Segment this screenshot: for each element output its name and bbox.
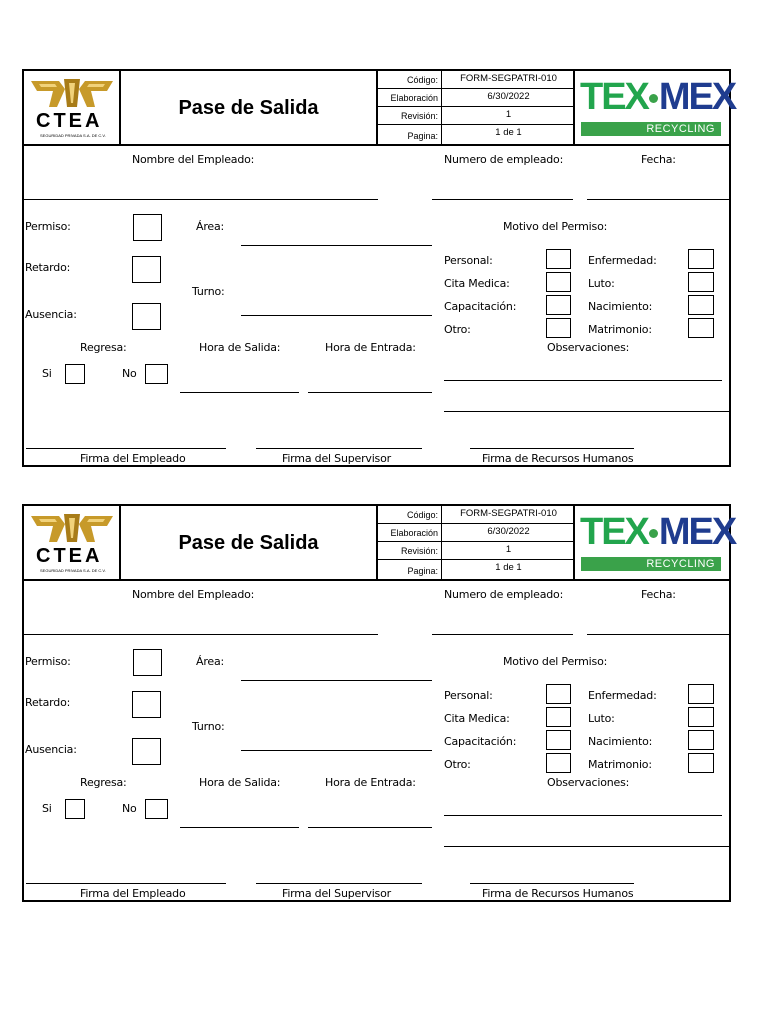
capacitacion-checkbox[interactable] [546, 295, 571, 315]
texmex-tagline: RECYCLING [581, 557, 721, 571]
meta-value: 1 de 1 [495, 562, 522, 573]
meta-label: Pagina: [378, 125, 442, 146]
signature-hr-label: Firma de Recursos Humanos [482, 887, 634, 900]
texmex-logo [575, 506, 736, 581]
hora-salida-label: Hora de Salida: [199, 776, 281, 789]
date-line[interactable] [587, 199, 729, 200]
employee-name-label: Nombre del Empleado: [132, 153, 255, 166]
employee-number-line[interactable] [432, 634, 573, 635]
ctea-name: CTEA [36, 110, 103, 132]
otro-checkbox[interactable] [546, 318, 571, 338]
capacitacion-label: Capacitación: [444, 735, 517, 748]
observaciones-line-1[interactable] [444, 380, 722, 381]
meta-label: Revisión: [378, 542, 442, 559]
retardo-checkbox[interactable] [132, 691, 161, 718]
observaciones-label: Observaciones: [547, 776, 630, 789]
cita-medica-label: Cita Medica: [444, 712, 510, 725]
texmex-logo [575, 71, 736, 146]
luto-label: Luto: [588, 277, 615, 290]
meta-row-revision [378, 107, 575, 125]
si-checkbox[interactable] [65, 364, 85, 384]
meta-value: 1 [505, 544, 512, 555]
cita-medica-checkbox[interactable] [546, 707, 571, 727]
meta-value: FORM-SEGPATRI-010 [460, 73, 557, 84]
form-meta-table [378, 71, 575, 146]
meta-row-revision [378, 542, 575, 560]
area-line[interactable] [241, 680, 432, 681]
nacimiento-label: Nacimiento: [588, 735, 653, 748]
enfermedad-checkbox[interactable] [688, 684, 714, 704]
observaciones-line-1[interactable] [444, 815, 722, 816]
si-label: Si [42, 367, 52, 380]
ctea-wings-icon [29, 512, 115, 546]
texmex-wordmark [580, 513, 735, 551]
meta-value: 1 de 1 [495, 127, 522, 138]
recycle-ball-icon [649, 529, 658, 538]
no-checkbox[interactable] [145, 364, 168, 384]
permiso-label: Permiso: [25, 655, 71, 668]
date-line[interactable] [587, 634, 729, 635]
enfermedad-label: Enfermedad: [588, 689, 657, 702]
signature-supervisor-line[interactable] [256, 883, 422, 884]
si-checkbox[interactable] [65, 799, 85, 819]
signature-supervisor-line[interactable] [256, 448, 422, 449]
ausencia-checkbox[interactable] [132, 303, 161, 330]
otro-label: Otro: [444, 323, 471, 336]
capacitacion-checkbox[interactable] [546, 730, 571, 750]
signature-employee-line[interactable] [26, 883, 226, 884]
motivo-label: Motivo del Permiso: [503, 655, 608, 668]
no-label: No [122, 367, 137, 380]
turno-label: Turno: [192, 285, 225, 298]
date-label: Fecha: [641, 588, 676, 601]
employee-name-line[interactable] [24, 634, 378, 635]
nacimiento-label: Nacimiento: [588, 300, 653, 313]
meta-row-codigo [378, 71, 575, 89]
cita-medica-label: Cita Medica: [444, 277, 510, 290]
luto-checkbox[interactable] [688, 272, 714, 292]
ctea-subtitle: SEGURIDAD PRIVADA S.A. DE C.V. [40, 568, 106, 573]
signature-employee-label: Firma del Empleado [80, 452, 186, 465]
form-title: Pase de Salida [121, 71, 378, 146]
turno-line[interactable] [241, 315, 432, 316]
nacimiento-checkbox[interactable] [688, 295, 714, 315]
ausencia-label: Ausencia: [25, 308, 77, 321]
meta-label: Revisión: [378, 107, 442, 124]
form-title: Pase de Salida [121, 506, 378, 581]
employee-name-label: Nombre del Empleado: [132, 588, 255, 601]
luto-checkbox[interactable] [688, 707, 714, 727]
hora-entrada-label: Hora de Entrada: [325, 341, 416, 354]
retardo-checkbox[interactable] [132, 256, 161, 283]
meta-row-pagina [378, 560, 575, 581]
exit-pass-form-1 [22, 69, 736, 467]
hora-salida-line[interactable] [180, 827, 299, 828]
meta-row-pagina [378, 125, 575, 146]
signature-hr-line[interactable] [470, 883, 634, 884]
otro-checkbox[interactable] [546, 753, 571, 773]
employee-number-label: Numero de empleado: [444, 153, 564, 166]
personal-checkbox[interactable] [546, 684, 571, 704]
hora-entrada-label: Hora de Entrada: [325, 776, 416, 789]
signature-supervisor-label: Firma del Supervisor [282, 887, 391, 900]
meta-value: 6/30/2022 [487, 526, 530, 537]
area-label: Área: [196, 655, 225, 668]
meta-label: Elaboración [378, 524, 442, 541]
ausencia-label: Ausencia: [25, 743, 77, 756]
regresa-label: Regresa: [80, 341, 127, 354]
ctea-subtitle: SEGURIDAD PRIVADA S.A. DE C.V. [40, 133, 106, 138]
employee-name-line[interactable] [24, 199, 378, 200]
texmex-wordmark [580, 78, 735, 116]
area-label: Área: [196, 220, 225, 233]
meta-value: 1 [505, 109, 512, 120]
meta-row-elaboracion [378, 89, 575, 107]
ctea-wings-icon [29, 77, 115, 111]
signature-supervisor-label: Firma del Supervisor [282, 452, 391, 465]
enfermedad-checkbox[interactable] [688, 249, 714, 269]
meta-value: FORM-SEGPATRI-010 [460, 508, 557, 519]
meta-row-codigo [378, 506, 575, 524]
meta-label: Código: [378, 71, 442, 88]
signature-hr-line[interactable] [470, 448, 634, 449]
date-label: Fecha: [641, 153, 676, 166]
permiso-checkbox[interactable] [133, 649, 162, 676]
matrimonio-label: Matrimonio: [588, 323, 652, 336]
texmex-tex: TEX [580, 511, 648, 553]
recycle-ball-icon [649, 94, 658, 103]
personal-label: Personal: [444, 689, 493, 702]
turno-label: Turno: [192, 720, 225, 733]
regresa-label: Regresa: [80, 776, 127, 789]
capacitacion-label: Capacitación: [444, 300, 517, 313]
permiso-checkbox[interactable] [133, 214, 162, 241]
meta-label: Código: [378, 506, 442, 523]
ctea-logo [24, 506, 121, 581]
cita-medica-checkbox[interactable] [546, 272, 571, 292]
texmex-tex: TEX [580, 76, 648, 118]
hora-salida-line[interactable] [180, 392, 299, 393]
employee-number-line[interactable] [432, 199, 573, 200]
ausencia-checkbox[interactable] [132, 738, 161, 765]
nacimiento-checkbox[interactable] [688, 730, 714, 750]
hora-entrada-line[interactable] [308, 392, 432, 393]
ctea-logo [24, 71, 121, 146]
form-meta-table [378, 506, 575, 581]
retardo-label: Retardo: [25, 261, 71, 274]
personal-checkbox[interactable] [546, 249, 571, 269]
matrimonio-checkbox[interactable] [688, 753, 714, 773]
signature-hr-label: Firma de Recursos Humanos [482, 452, 634, 465]
enfermedad-label: Enfermedad: [588, 254, 657, 267]
personal-label: Personal: [444, 254, 493, 267]
no-checkbox[interactable] [145, 799, 168, 819]
texmex-mex: MEX [658, 511, 736, 553]
form-header [24, 506, 736, 581]
texmex-tagline: RECYCLING [581, 122, 721, 136]
meta-value: 6/30/2022 [487, 91, 530, 102]
signature-employee-line[interactable] [26, 448, 226, 449]
hora-salida-label: Hora de Salida: [199, 341, 281, 354]
permiso-label: Permiso: [25, 220, 71, 233]
observaciones-label: Observaciones: [547, 341, 630, 354]
meta-label: Pagina: [378, 560, 442, 581]
texmex-mex: MEX [658, 76, 736, 118]
no-label: No [122, 802, 137, 815]
matrimonio-checkbox[interactable] [688, 318, 714, 338]
area-line[interactable] [241, 245, 432, 246]
ctea-name: CTEA [36, 545, 103, 567]
exit-pass-form-2 [22, 504, 736, 902]
employee-number-label: Numero de empleado: [444, 588, 564, 601]
si-label: Si [42, 802, 52, 815]
meta-row-elaboracion [378, 524, 575, 542]
form-header [24, 71, 736, 146]
observaciones-line-2[interactable] [444, 411, 731, 412]
hora-entrada-line[interactable] [308, 827, 432, 828]
turno-line[interactable] [241, 750, 432, 751]
observaciones-line-2[interactable] [444, 846, 731, 847]
motivo-label: Motivo del Permiso: [503, 220, 608, 233]
matrimonio-label: Matrimonio: [588, 758, 652, 771]
retardo-label: Retardo: [25, 696, 71, 709]
meta-label: Elaboración [378, 89, 442, 106]
otro-label: Otro: [444, 758, 471, 771]
luto-label: Luto: [588, 712, 615, 725]
signature-employee-label: Firma del Empleado [80, 887, 186, 900]
